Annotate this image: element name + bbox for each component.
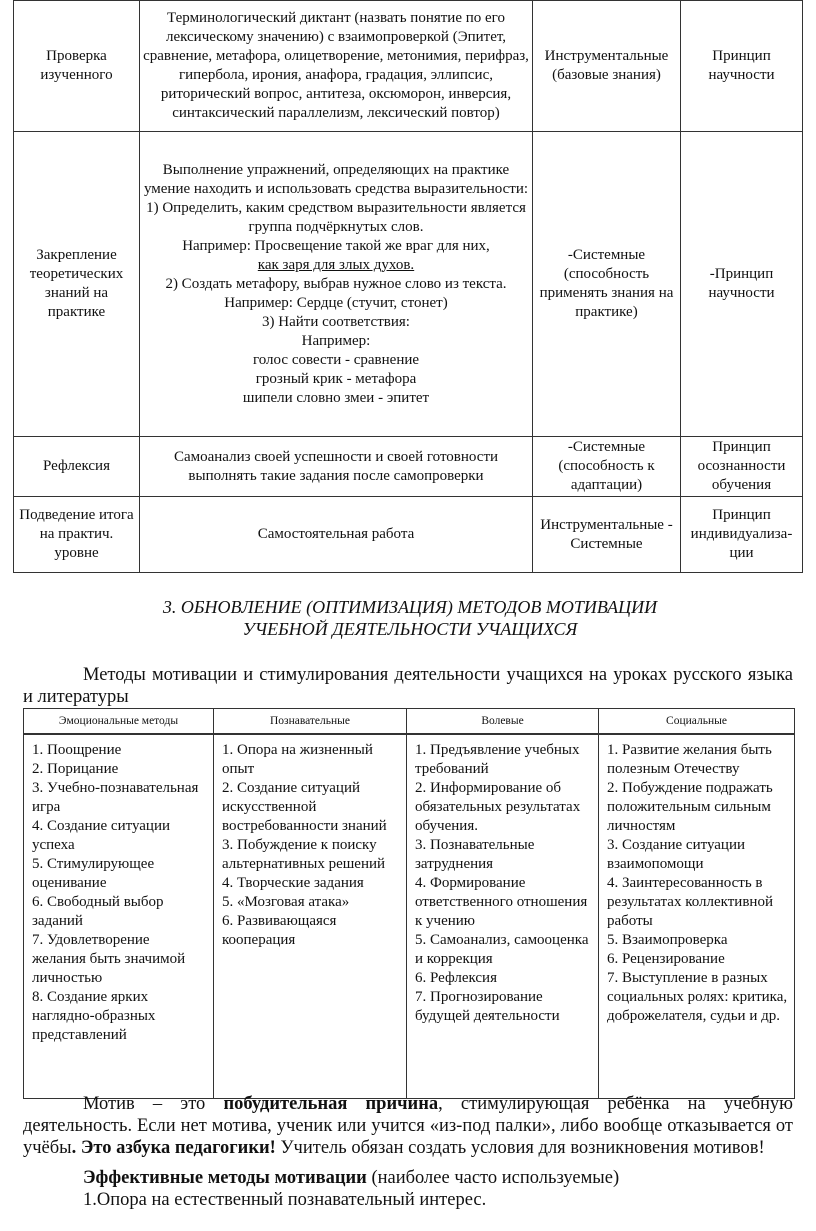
closing-text	[23, 1093, 793, 1211]
list-item: 3. Побуждение к поиску альтернативных решений	[222, 837, 386, 872]
list-item: 4. Заинтересованность в результатах коллективной работы	[607, 875, 773, 929]
list-item: 1. Опора на жизненный опыт	[222, 742, 373, 777]
section-heading-line-1: 3. ОБНОВЛЕНИЕ (ОПТИМИЗАЦИЯ) МЕТОДОВ МОТИВАЦИИ	[162, 597, 658, 617]
table-row	[14, 497, 803, 573]
lesson-stages-table	[13, 0, 803, 573]
header-social: Социальные	[599, 709, 795, 735]
methods-intro: Методы мотивации и стимулирования деятельности учащихся на уроках русского языка и литературы	[23, 665, 793, 707]
example-3-label: Например:	[301, 332, 371, 349]
competence-cell: Инструментальные - Системные	[533, 497, 681, 573]
list-item: 3. Создание ситуации взаимопомощи	[607, 837, 745, 872]
list-item: 4. Творческие задания	[222, 875, 364, 891]
list-item: 4. Формирование ответственного отношения к учению	[415, 875, 588, 929]
content-cell: Самоанализ своей успешности и своей готовности выполнять такие задания после самопроверки	[140, 437, 533, 497]
list-item: 1. Развитие желания быть полезным Отечеству	[607, 742, 772, 777]
text-run: (наиболее часто используемые)	[366, 1168, 620, 1188]
list-item: 7. Прогнозирование будущей деятельности	[415, 989, 560, 1024]
motivation-methods-table	[23, 708, 795, 1099]
header-volitional: Волевые	[407, 709, 599, 735]
list-item: 1. Поощрение	[32, 742, 122, 758]
header-cognitive: Познавательные	[214, 709, 407, 735]
content-cell	[140, 132, 533, 437]
list-item: 5. Стимулирующее оценивание	[32, 856, 155, 891]
list-item: 1. Предъявление учебных требований	[415, 742, 580, 777]
stage-cell: Подведение итога на практич. уровне	[14, 497, 140, 573]
task-1: 1) Определить, каким средством выразительности является группа подчёркнутых слов.	[146, 199, 526, 235]
column-volitional	[407, 734, 599, 1098]
principle-cell: Принцип индивидуализа-ции	[681, 497, 803, 573]
column-emotional	[24, 734, 214, 1098]
list-item: 5. Самоанализ, самооценка и коррекция	[415, 932, 589, 967]
content-cell: Самостоятельная работа	[140, 497, 533, 573]
text-run: Мотив – это	[83, 1094, 224, 1114]
table-row	[14, 132, 803, 437]
list-item: 6. Рецензирование	[607, 951, 725, 967]
text-run: Учитель обязан создать условия для возникновения мотивов!	[275, 1138, 765, 1158]
method-1-paragraph: 1.Опора на естественный познавательный интерес.	[83, 1190, 487, 1210]
table-row	[14, 437, 803, 497]
effective-methods-paragraph	[23, 1167, 793, 1189]
list-item: 3. Учебно-познавательная игра	[32, 780, 199, 815]
list-item: 2. Информирование об обязательных результатах обучения.	[415, 780, 581, 834]
competence-cell: -Системные (способность к адаптации)	[533, 437, 681, 497]
bold-phrase: побудительная причина	[223, 1094, 439, 1114]
bold-phrase: Эффективные методы мотивации	[83, 1168, 367, 1188]
match-1: голос совести - сравнение	[252, 351, 420, 368]
list-item: 5. Взаимопроверка	[607, 932, 728, 948]
stage-cell: Рефлексия	[14, 437, 140, 497]
list-item: 6. Рефлексия	[415, 970, 497, 986]
table-header-row	[24, 709, 795, 735]
motive-paragraph	[23, 1093, 793, 1159]
task-3: 3) Найти соответствия:	[262, 313, 410, 330]
table-row	[14, 1, 803, 132]
list-item: 8. Создание ярких наглядно-образных представлений	[32, 989, 156, 1043]
principle-cell: Принцип научности	[681, 1, 803, 132]
example-1	[142, 237, 530, 275]
list-item: 7. Удовлетворение желания быть значимой личностью	[32, 932, 186, 986]
stage-cell: Закрепление теоретических знаний на практике	[14, 132, 140, 437]
list-item: 5. «Мозговая атака»	[222, 894, 350, 910]
section-heading	[60, 596, 760, 640]
task-2: 2) Создать метафору, выбрав нужное слово из текста.	[165, 275, 507, 292]
competence-cell: -Системные (способность применять знания на практике)	[533, 132, 681, 437]
list-item: 6. Свободный выбор заданий	[32, 894, 164, 929]
principle-cell: Принцип осознанности обучения	[681, 437, 803, 497]
example-1-prefix: Например: Просвещение такой же враг для них,	[182, 237, 490, 254]
list-item: 7. Выступление в разных социальных ролях: критика, доброжелателя, судьи и др.	[607, 970, 788, 1024]
list-item: 3. Познавательные затруднения	[415, 837, 535, 872]
text-run: , стимулирующая ребёнка на учебную деятельность. Если нет мотива, ученик или учится «из-под палки», либо вообще отказывается от учёбы	[23, 1094, 794, 1158]
list-item: 6. Развивающаяся кооперация	[222, 913, 337, 948]
section-heading-line-2: УЧЕБНОЙ ДЕЯТЕЛЬНОСТИ УЧАЩИХСЯ	[242, 619, 578, 639]
list-item: 2. Побуждение подражать положительным сильным личностям	[607, 780, 773, 834]
match-2: грозный крик - метафора	[255, 370, 417, 387]
stage-cell: Проверка изученного	[14, 1, 140, 132]
principle-cell: -Принцип научности	[681, 132, 803, 437]
header-emotional: Эмоциональные методы	[24, 709, 214, 735]
column-cognitive	[214, 734, 407, 1098]
content-cell: Терминологический диктант (назвать понятие по его лексическому значению) с взаимопроверкой (Эпитет, сравнение, метафора, олицетворение, метонимия, перифраз, гипербола, ирония, анафора, градация, эллипсис, риторический вопрос, антитеза, оксюморон, инверсия, синтаксический параллелизм, лексический повтор)	[140, 1, 533, 132]
bold-phrase: . Это азбука педагогики!	[71, 1138, 276, 1158]
content-intro: Выполнение упражнений, определяющих на практике умение находить и использовать средства выразительности:	[143, 161, 529, 197]
competence-cell: Инструментальные (базовые знания)	[533, 1, 681, 132]
example-2: Например: Сердце (стучит, стонет)	[224, 294, 448, 311]
example-1-underlined: как заря для злых духов.	[257, 256, 415, 273]
list-item: 2. Порицание	[32, 761, 119, 777]
list-item: 4. Создание ситуации успеха	[32, 818, 170, 853]
table-row	[24, 734, 795, 1098]
column-social	[599, 734, 795, 1098]
list-item: 2. Создание ситуаций искусственной востребованности знаний	[222, 780, 387, 834]
match-3: шипели словно змеи - эпитет	[242, 389, 430, 406]
